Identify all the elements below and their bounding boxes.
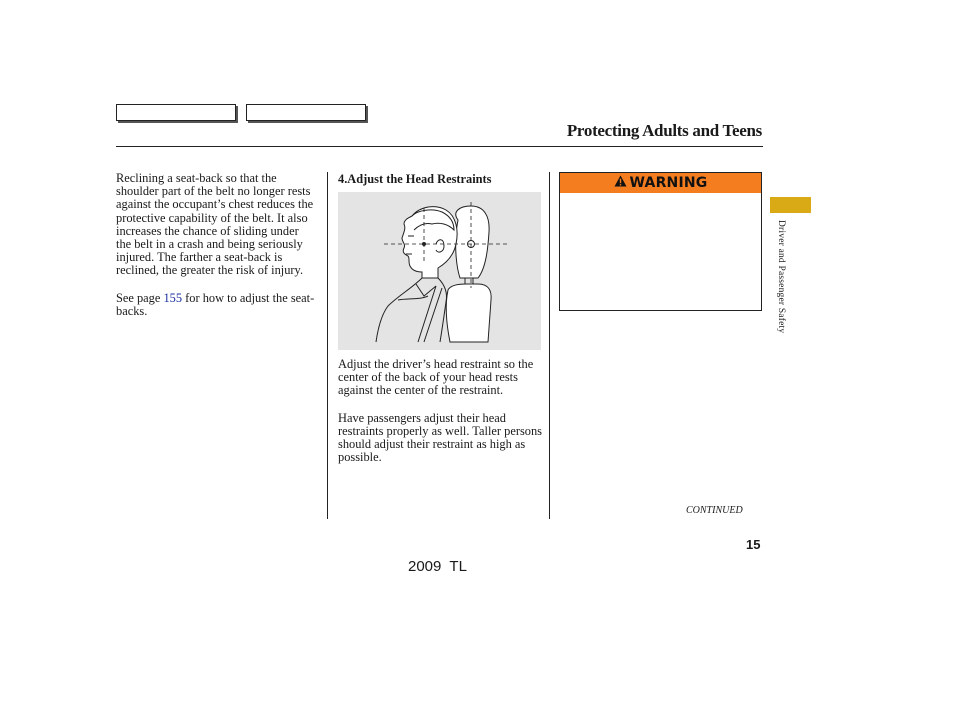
column-divider-1 — [327, 172, 328, 519]
nav-button-table-of-contents[interactable] — [246, 104, 366, 121]
see-page-prefix: See page — [116, 290, 164, 305]
head-restraint-illustration — [338, 192, 541, 350]
page-number: 15 — [746, 537, 761, 552]
continued-label: CONTINUED — [686, 505, 743, 516]
section-title: Protecting Adults and Teens — [566, 121, 762, 140]
head-restraint-heading: 4.Adjust the Head Restraints — [338, 172, 492, 186]
seatback-warning-paragraph: Reclining a seat-back so that the shoulder part of the belt no longer rests against the occupant’s chest reduces the protective capability of the belt. It also increases the chance of sliding under the belt in a crash and being seriously injured. The farther a seat-back is reclined, the greater the risk of injury. — [116, 171, 314, 278]
see-page-paragraph — [116, 292, 316, 318]
column-divider-2 — [549, 172, 550, 519]
column-2 — [338, 358, 543, 478]
column-1 — [116, 172, 316, 332]
page-link-155[interactable]: 155 — [163, 290, 183, 305]
driver-restraint-paragraph: Adjust the driver’s head restraint so the center of the back of your head rests against the center of the restraint. — [338, 357, 534, 398]
warning-box — [559, 172, 762, 311]
section-side-label: Driver and Passenger Safety — [776, 220, 786, 334]
warning-triangle-icon — [614, 174, 627, 192]
passenger-restraint-paragraph: Have passengers adjust their head restraints properly as well. Taller persons should adjust their restraint as high as possible. — [338, 410, 542, 465]
section-tab[interactable] — [770, 197, 811, 213]
nav-button-main-menu[interactable] — [116, 104, 236, 121]
title-divider — [116, 146, 763, 147]
model-year-label: 2009 TL — [408, 558, 467, 575]
see-page-suffix: for how to adjust the seat-backs. — [116, 290, 315, 318]
warning-header — [560, 173, 761, 193]
head-restraint-drawing — [338, 192, 541, 350]
warning-label: WARNING — [629, 175, 708, 191]
